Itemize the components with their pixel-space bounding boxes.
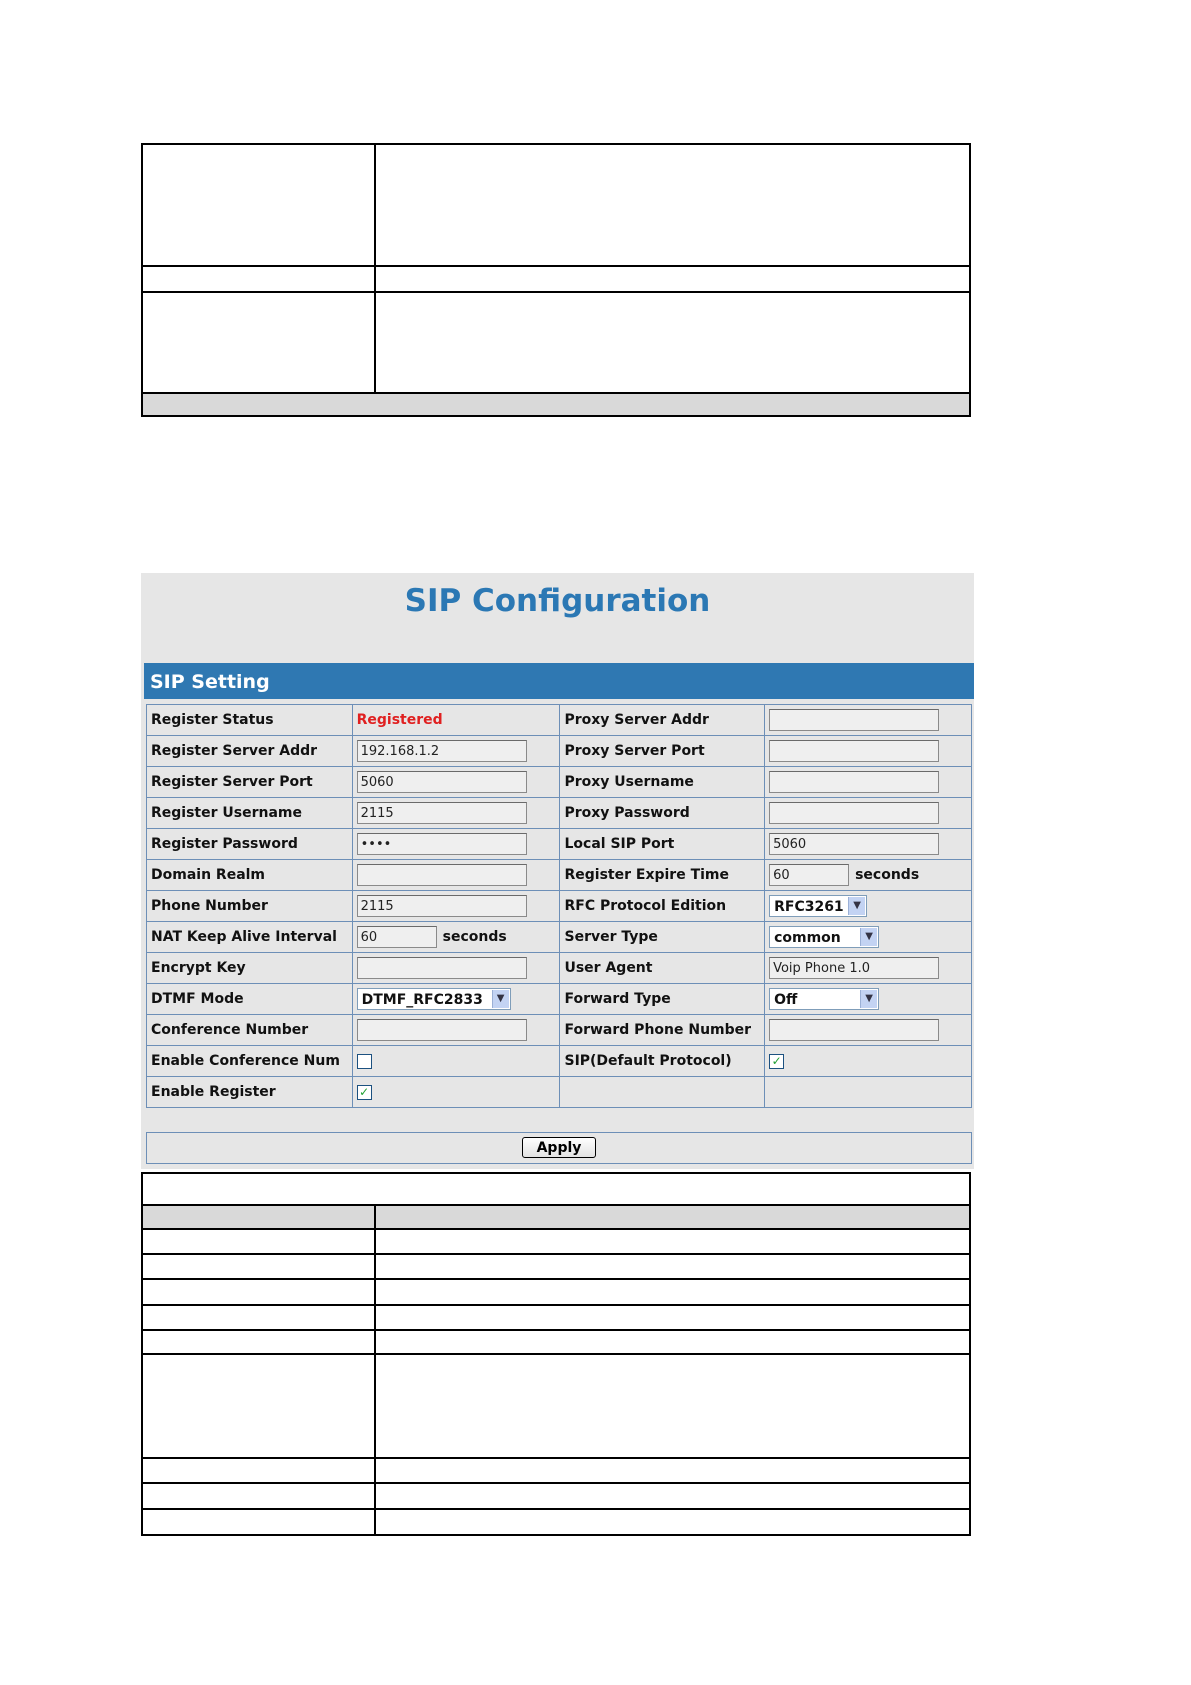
label-nat-keep-alive: NAT Keep Alive Interval xyxy=(147,922,353,953)
apply-row xyxy=(146,1132,972,1164)
dtmf-mode-select[interactable] xyxy=(357,988,511,1010)
label-rfc-protocol-edition: RFC Protocol Edition xyxy=(560,891,765,922)
register-expire-time-input[interactable]: 60 xyxy=(769,864,849,886)
expire-unit-label: seconds xyxy=(855,867,920,883)
doc-row xyxy=(143,1306,969,1331)
table-row xyxy=(147,860,972,891)
doc-row xyxy=(143,1484,969,1510)
label-forward-type: Forward Type xyxy=(560,984,765,1015)
table-row xyxy=(147,1046,972,1077)
chevron-down-icon: ▼ xyxy=(492,990,509,1008)
table-row xyxy=(147,953,972,984)
label-conference-number: Conference Number xyxy=(147,1015,353,1046)
table-row xyxy=(147,984,972,1015)
sip-default-protocol-checkbox[interactable]: ✓ xyxy=(769,1054,784,1069)
apply-button[interactable]: Apply xyxy=(522,1137,596,1158)
register-server-port-input[interactable]: 5060 xyxy=(357,771,527,793)
doc-row xyxy=(143,1459,969,1484)
register-password-input[interactable]: •••• xyxy=(357,833,527,855)
label-register-password: Register Password xyxy=(147,829,353,860)
user-agent-input[interactable]: Voip Phone 1.0 xyxy=(769,957,939,979)
section-header: SIP Setting xyxy=(144,663,974,699)
doc-row xyxy=(143,1510,969,1534)
encrypt-key-input[interactable] xyxy=(357,957,527,979)
dtmf-mode-value: DTMF_RFC2833 xyxy=(361,992,483,1008)
label-register-username: Register Username xyxy=(147,798,353,829)
proxy-username-input[interactable] xyxy=(769,771,939,793)
label-enable-register: Enable Register xyxy=(147,1077,353,1108)
doc-row xyxy=(143,267,969,293)
server-type-value: common xyxy=(774,930,841,946)
label-proxy-password: Proxy Password xyxy=(560,798,765,829)
doc-row xyxy=(143,145,969,267)
phone-number-input[interactable]: 2115 xyxy=(357,895,527,917)
forward-phone-number-input[interactable] xyxy=(769,1019,939,1041)
doc-table-top xyxy=(141,143,971,417)
table-row xyxy=(147,891,972,922)
register-server-addr-input[interactable]: 192.168.1.2 xyxy=(357,740,527,762)
conference-number-input[interactable] xyxy=(357,1019,527,1041)
doc-row xyxy=(143,1280,969,1306)
chevron-down-icon: ▼ xyxy=(860,990,877,1008)
doc-row-shaded xyxy=(143,1206,969,1230)
label-register-server-addr: Register Server Addr xyxy=(147,736,353,767)
nat-unit-label: seconds xyxy=(442,929,507,945)
proxy-server-addr-input[interactable] xyxy=(769,709,939,731)
table-row xyxy=(147,798,972,829)
rfc-protocol-select[interactable] xyxy=(769,895,867,917)
table-row xyxy=(147,829,972,860)
proxy-password-input[interactable] xyxy=(769,802,939,824)
forward-type-value: Off xyxy=(774,992,798,1008)
doc-row xyxy=(143,1331,969,1355)
label-local-sip-port: Local SIP Port xyxy=(560,829,765,860)
label-server-type: Server Type xyxy=(560,922,765,953)
doc-row xyxy=(143,1174,969,1206)
label-domain-realm: Domain Realm xyxy=(147,860,353,891)
chevron-down-icon: ▼ xyxy=(860,928,877,946)
label-proxy-server-port: Proxy Server Port xyxy=(560,736,765,767)
table-row xyxy=(147,1077,972,1108)
label-phone-number: Phone Number xyxy=(147,891,353,922)
rfc-protocol-value: RFC3261 xyxy=(774,899,844,915)
enable-conference-checkbox[interactable] xyxy=(357,1054,372,1069)
table-row xyxy=(147,922,972,953)
label-enable-conference-num: Enable Conference Num xyxy=(147,1046,353,1077)
local-sip-port-input[interactable]: 5060 xyxy=(769,833,939,855)
forward-type-select[interactable] xyxy=(769,988,879,1010)
label-register-status: Register Status xyxy=(147,705,353,736)
enable-register-checkbox[interactable]: ✓ xyxy=(357,1085,372,1100)
register-username-input[interactable]: 2115 xyxy=(357,802,527,824)
register-status-value: Registered xyxy=(356,712,443,728)
page-title: SIP Configuration xyxy=(404,583,711,619)
doc-row xyxy=(143,1355,969,1459)
domain-realm-input[interactable] xyxy=(357,864,527,886)
sip-settings-table xyxy=(146,704,972,1108)
server-type-select[interactable] xyxy=(769,926,879,948)
label-user-agent: User Agent xyxy=(560,953,765,984)
table-row xyxy=(147,767,972,798)
label-proxy-username: Proxy Username xyxy=(560,767,765,798)
empty-cell xyxy=(560,1077,765,1108)
label-proxy-server-addr: Proxy Server Addr xyxy=(560,705,765,736)
empty-cell xyxy=(765,1077,972,1108)
table-row xyxy=(147,1015,972,1046)
doc-row-shaded xyxy=(143,394,969,415)
doc-row xyxy=(143,1255,969,1280)
table-row xyxy=(147,736,972,767)
nat-keep-alive-input[interactable]: 60 xyxy=(357,926,437,948)
chevron-down-icon: ▼ xyxy=(848,897,865,915)
label-encrypt-key: Encrypt Key xyxy=(147,953,353,984)
label-register-server-port: Register Server Port xyxy=(147,767,353,798)
doc-row xyxy=(143,1230,969,1255)
table-row xyxy=(147,705,972,736)
label-forward-phone-number: Forward Phone Number xyxy=(560,1015,765,1046)
proxy-server-port-input[interactable] xyxy=(769,740,939,762)
doc-row xyxy=(143,293,969,394)
label-sip-default-protocol: SIP(Default Protocol) xyxy=(560,1046,765,1077)
sip-config-panel xyxy=(141,573,974,1169)
doc-table-bottom xyxy=(141,1172,971,1536)
label-dtmf-mode: DTMF Mode xyxy=(147,984,353,1015)
label-register-expire-time: Register Expire Time xyxy=(560,860,765,891)
